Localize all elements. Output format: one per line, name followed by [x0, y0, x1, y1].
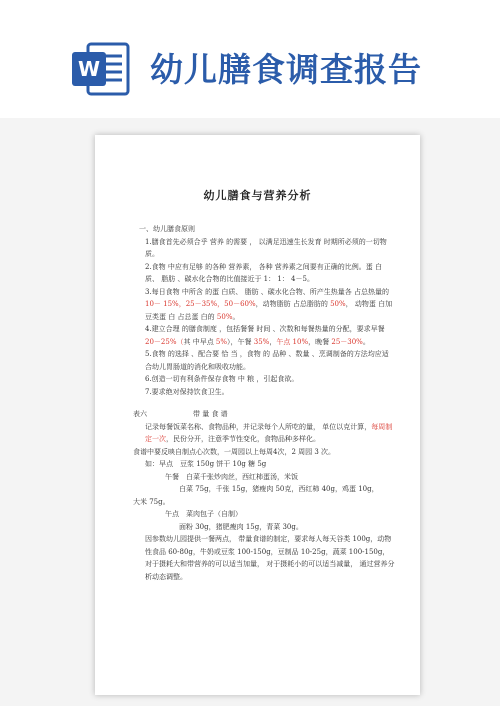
menu-line: 如：早点 豆浆 150g 饼干 10g 糖 5g: [145, 460, 267, 468]
word-doc-icon: [70, 40, 132, 98]
paragraph: 6.创造一切有利条件保存食物 中 粮 ，引起食欲。: [145, 375, 299, 383]
paragraph: 2.食物 中应有足够 的各种 营养素， 各种 营养素之间要有正确的比例。蛋 白质、 脂肪 、碳水化合物的比值接近于 1： 1： 4－5。: [145, 262, 383, 283]
paragraph: 5.食物 的选择 、配合要 恰 当 ，食物 的 品种 、数量 、烹调制备的方法均应适合幼儿胃肠道的消化和吸收功能。: [145, 350, 389, 371]
paragraph: 食谱中要反映自制点心次数，一周园以上每周4次，2 周园 3 次。: [133, 447, 336, 456]
banner: [0, 0, 500, 118]
menu-line: 午餐 白菜千张炒肉丝，西红柿蛋汤，米饭: [165, 472, 298, 481]
document-title: 幼儿膳食与营养分析: [203, 189, 312, 202]
menu-line: 大米 75g。: [133, 497, 170, 506]
paragraph: 7.要求绝对保持饮食卫生。: [145, 387, 229, 396]
document-page: [95, 135, 420, 695]
word-icon-letter: W: [77, 57, 101, 81]
section-heading: [133, 408, 395, 421]
paragraph: 3.每日食物 中所含 的蛋 白质、 脂肪 、碳水化合物、所产生热量各 占总热量的 10－ 15%，25－35%，50－60%，动物脂肪 占总脂肪的 50%， 动物蛋 白加 豆类蛋 白 占总蛋 白的 50%。: [145, 287, 393, 321]
paragraph: 4.建立合理 的膳食制度 ，包括餐餐 时间 、次数和每餐热量的分配，要求早餐 20－25%（其 中早点 5%），午餐 35%，午点 10%，晚餐 25－30%。: [145, 325, 385, 346]
page-title: 幼儿膳食调查报告: [150, 50, 422, 89]
table-label: 表六: [133, 410, 147, 418]
menu-line: 面粉 30g，猪肥瘦肉 15g，青菜 30g。: [179, 522, 303, 531]
menu-line: 午点 菜肉包子（自制）: [165, 510, 242, 518]
paragraph: 因参数幼儿园提供一餐两点， 带量食谱的制定，要求每人每天谷类 100g，动物性食品 60-80g，牛奶或豆浆 100-150g，豆制品 10-25g，蔬菜 100-150g，对于摄耗大和带营养的可以适当加量， 对于摄耗小的可以适当减量， 通过营养分析动态调整。: [145, 535, 395, 581]
table-title: 带 量 食 谱: [193, 410, 228, 418]
paragraph: 记录每餐饭菜名称、食物品种，并记录每个人所吃的量， 单位以克计算，每周制定一次，民份分开，注意季节性变化，食物品种多样化。: [145, 422, 393, 443]
menu-line: 白菜 75g，千张 15g，猪瘦肉 50克，西红柿 40g，鸡蛋 10g，: [179, 485, 379, 493]
paragraph: 1.膳食首先必须合乎 营养 的需要 ， 以满足迅速生长发育 时期所必须的一切物质。: [145, 237, 387, 258]
document-body: [133, 223, 395, 583]
section-heading: 一、幼儿膳食原则: [139, 225, 195, 233]
